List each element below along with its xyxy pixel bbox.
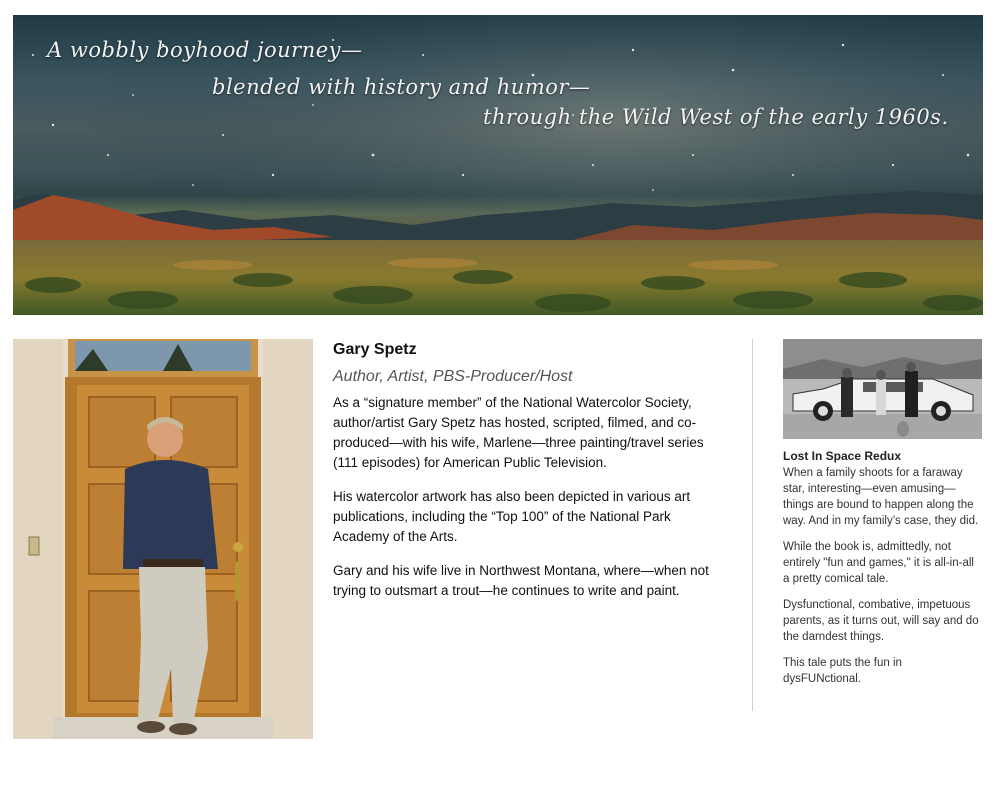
book-description-paragraph: This tale puts the fun in dysFUNctional. xyxy=(783,657,902,685)
bio-paragraph: As a “signature member” of the National Watercolor Society, author/artist Gary Spetz has hosted, scripted, filmed, and co-produced—with his wife, Marlene—three painting/travel series (111 episodes) for American Public Television. xyxy=(333,395,704,470)
book-description-paragraph: Dysfunctional, combative, impetuous parents, as it turns out, will say and do the darndest things. xyxy=(783,599,979,643)
book-description-paragraph: While the book is, admittedly, not entirely "fun and games," it is all-in-all a pretty comical tale. xyxy=(783,541,974,585)
column-divider xyxy=(752,339,753,711)
author-title: Author, Artist, PBS-Producer/Host xyxy=(333,368,573,385)
tagline-line-1: A wobbly boyhood journey— xyxy=(47,38,363,62)
bio-paragraph: His watercolor artwork has also been depicted in various art publications, including the “Top 100” of the National Park Academy of the Arts. xyxy=(333,489,691,544)
author-photo xyxy=(13,339,313,739)
family-car-photo xyxy=(783,339,982,439)
hero-banner xyxy=(13,15,983,315)
bio-paragraph: Gary and his wife live in Northwest Montana, where—when not trying to outsmart a trout—he continues to write and paint. xyxy=(333,563,709,598)
book-title: Lost In Space Redux xyxy=(783,449,902,463)
tagline-line-3: through the Wild West of the early 1960s. xyxy=(483,105,949,129)
author-name: Gary Spetz xyxy=(333,341,417,358)
tagline-line-2: blended with history and humor— xyxy=(212,75,591,99)
book-description-paragraph: When a family shoots for a faraway star, interesting—even amusing—things are bound to happen along the way. And in my family’s case, they did. xyxy=(783,467,979,527)
author-bio xyxy=(333,340,725,601)
book-sidebar xyxy=(783,339,983,687)
